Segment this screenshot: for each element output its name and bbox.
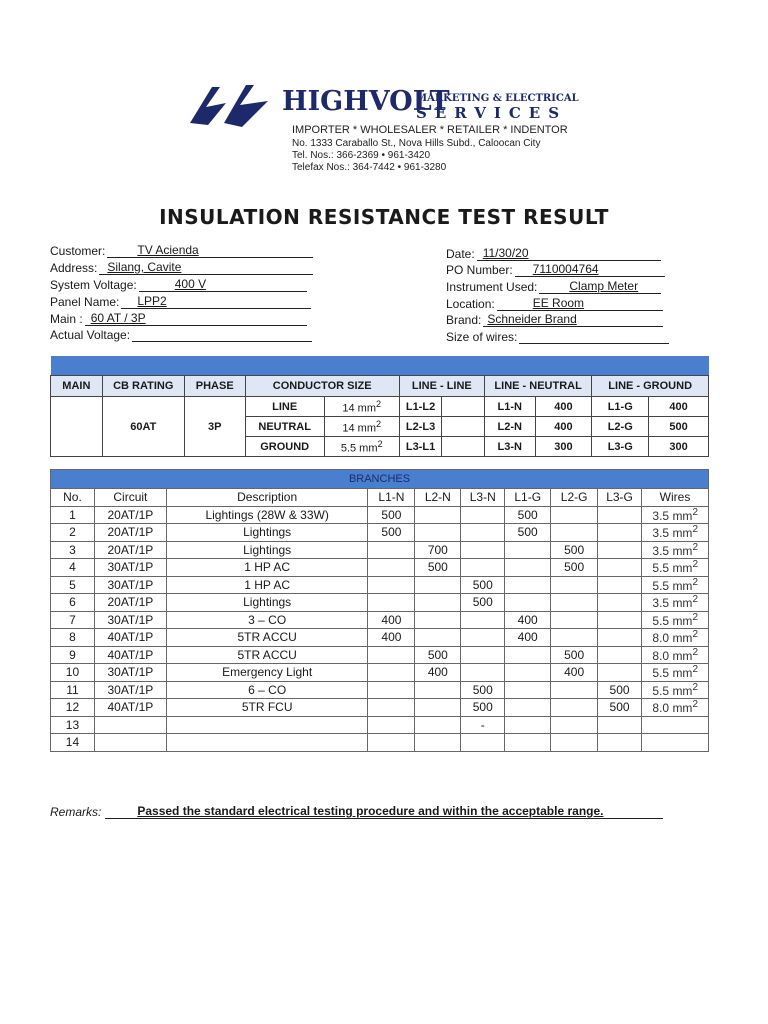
wire-cell: 5.5 $mm^2$ [642, 664, 709, 682]
table-cell: 500 [415, 646, 461, 664]
field-value: 400 V [174, 277, 207, 291]
table-cell [415, 506, 461, 524]
instrument-field [446, 280, 661, 294]
table-cell: 500 [368, 506, 415, 524]
table-cell [415, 524, 461, 542]
table-cell: 400 [368, 611, 415, 629]
table-row [51, 611, 709, 629]
table-cell: Emergency Light [166, 664, 368, 682]
table-header-row [51, 376, 709, 397]
table-cell [551, 629, 598, 647]
address-field [50, 261, 313, 275]
table-cell: 2 [51, 524, 95, 542]
wire-cell: 3.5 $mm^2$ [642, 506, 709, 524]
table-cell [461, 629, 505, 647]
table-cell: 700 [415, 541, 461, 559]
column-header: L1-G [505, 489, 551, 507]
table-cell [598, 646, 642, 664]
table-cell [461, 664, 505, 682]
table-cell [505, 541, 551, 559]
customer-field [50, 244, 313, 258]
table-cell [368, 541, 415, 559]
branches-table [50, 469, 709, 752]
field-label: Address: [50, 261, 98, 275]
po-number-field [446, 263, 665, 277]
table-cell: 8 [51, 629, 95, 647]
table-cell [598, 506, 642, 524]
table-cell [368, 594, 415, 612]
lg-value-cell: 500 [649, 417, 709, 437]
branches-header-row [51, 489, 709, 507]
table-cell: 1 [51, 506, 95, 524]
table-cell [166, 716, 368, 734]
lg-value-cell: 400 [649, 397, 709, 417]
table-cell [551, 594, 598, 612]
table-cell [505, 646, 551, 664]
ln-value-cell: 400 [535, 417, 592, 437]
table-cell: 20AT/1P [94, 524, 166, 542]
table-cell [368, 734, 415, 752]
table-cell [505, 559, 551, 577]
table-cell: 6 – CO [166, 681, 368, 699]
table-cell: 9 [51, 646, 95, 664]
table-cell: 6 [51, 594, 95, 612]
table-cell: 400 [368, 629, 415, 647]
table-cell: 500 [461, 594, 505, 612]
table-cell [598, 594, 642, 612]
table-cell [461, 559, 505, 577]
wire-size-field [446, 330, 669, 344]
location-field [446, 297, 663, 311]
table-cell: Lightings [166, 524, 368, 542]
table-cell: 1 HP AC [166, 576, 368, 594]
table-cell [598, 559, 642, 577]
ln-value-cell: 400 [535, 397, 592, 417]
field-value: EE Room [532, 296, 585, 310]
date-field [446, 247, 661, 261]
conductor-size-cell: 5.5 $mm^2$ [324, 437, 399, 457]
conductor-size-cell: 14 $mm^2$ [324, 417, 399, 437]
wire-cell: 5.5 $mm^2$ [642, 681, 709, 699]
table-cell: 20AT/1P [94, 541, 166, 559]
table-cell: 3 [51, 541, 95, 559]
ll-cell: L2-L3 [399, 417, 442, 437]
table-cell [368, 576, 415, 594]
table-cell [461, 734, 505, 752]
table-cell [598, 524, 642, 542]
company-telefax: Telefax Nos.: 364-7442 • 961-3280 [292, 162, 447, 173]
table-cell: 30AT/1P [94, 559, 166, 577]
table-cell [94, 734, 166, 752]
ln-cell: L1-N [484, 397, 535, 417]
table-cell [461, 646, 505, 664]
table-cell: 500 [505, 524, 551, 542]
field-value: Silang, Cavite [107, 260, 182, 274]
table-cell: 30AT/1P [94, 611, 166, 629]
field-label: PO Number: [446, 263, 513, 277]
field-label: Customer: [50, 244, 106, 258]
column-header: LINE - NEUTRAL [484, 376, 591, 397]
field-label: Location: [446, 297, 495, 311]
table-cell [461, 506, 505, 524]
main-field [50, 312, 307, 326]
table-cell [598, 664, 642, 682]
table-cell [94, 716, 166, 734]
table-cell: 12 [51, 699, 95, 717]
table-cell: 500 [551, 559, 598, 577]
conductor-size-cell: 14 $mm^2$ [324, 397, 399, 417]
table-cell [368, 699, 415, 717]
table-cell [461, 524, 505, 542]
table-cell: 500 [461, 576, 505, 594]
ll-value-cell [442, 397, 485, 417]
lg-cell: L2-G [592, 417, 649, 437]
field-value: 11/30/20 [482, 246, 529, 260]
column-header: CB RATING [102, 376, 184, 397]
table-cell: - [461, 716, 505, 734]
table-cell [598, 541, 642, 559]
table-cell: 10 [51, 664, 95, 682]
company-tel: Tel. Nos.: 366-2369 • 961-3420 [292, 150, 431, 161]
ll-value-cell [442, 417, 485, 437]
wire-cell: 3.5 $mm^2$ [642, 594, 709, 612]
main-cell [51, 397, 103, 457]
column-header: LINE - GROUND [592, 376, 709, 397]
wire-cell: 3.5 $mm^2$ [642, 541, 709, 559]
table-row [51, 559, 709, 577]
conductor-cell: NEUTRAL [245, 417, 324, 437]
table-cell: 1 HP AC [166, 559, 368, 577]
table-cell [415, 681, 461, 699]
field-label: Panel Name: [50, 295, 120, 309]
document-title: INSULATION RESISTANCE TEST RESULT [159, 205, 609, 229]
column-header: Circuit [94, 489, 166, 507]
table-cell [368, 664, 415, 682]
table-row [51, 734, 709, 752]
table-cell: Lightings [166, 541, 368, 559]
ln-cell: L3-N [484, 437, 535, 457]
table-cell [415, 716, 461, 734]
table-cell: 30AT/1P [94, 681, 166, 699]
lg-value-cell: 300 [649, 437, 709, 457]
wire-cell: 5.5 $mm^2$ [642, 559, 709, 577]
column-header: No. [51, 489, 95, 507]
ln-cell: L2-N [484, 417, 535, 437]
table-cell: 500 [368, 524, 415, 542]
table-cell: 500 [551, 541, 598, 559]
remarks-field [50, 804, 663, 819]
ll-cell: L1-L2 [399, 397, 442, 417]
table-row [51, 576, 709, 594]
table-cell [505, 576, 551, 594]
remarks-value: Passed the standard electrical testing procedure and within the acceptable range. [137, 804, 604, 818]
table-cell [551, 716, 598, 734]
wire-cell: 3.5 $mm^2$ [642, 524, 709, 542]
table-cell: 20AT/1P [94, 594, 166, 612]
table-cell: 500 [598, 681, 642, 699]
lightning-bolt-icon [186, 83, 276, 127]
table-cell [505, 699, 551, 717]
column-header: Wires [642, 489, 709, 507]
table-cell: Lightings (28W & 33W) [166, 506, 368, 524]
panel-name-field [50, 295, 311, 309]
field-label: Size of wires: [446, 330, 518, 344]
conductor-cell: LINE [245, 397, 324, 417]
table-cell [598, 716, 642, 734]
field-label: System Voltage: [50, 278, 137, 292]
table-cell: 400 [505, 629, 551, 647]
table-cell: 7 [51, 611, 95, 629]
table-cell: 5TR ACCU [166, 646, 368, 664]
table-row [51, 397, 709, 417]
table-row [51, 629, 709, 647]
table-cell [598, 576, 642, 594]
table-cell: 40AT/1P [94, 629, 166, 647]
table-cell: 40AT/1P [94, 699, 166, 717]
table-cell [551, 506, 598, 524]
actual-voltage-field [50, 328, 312, 342]
company-tagline-bottom: SERVICES [416, 104, 568, 122]
table-cell [415, 734, 461, 752]
table-cell [551, 611, 598, 629]
table-cell: 5TR FCU [166, 699, 368, 717]
table-cell: 500 [461, 699, 505, 717]
column-header: CONDUCTOR SIZE [245, 376, 399, 397]
field-label: Main : [50, 312, 83, 326]
table-cell: 500 [461, 681, 505, 699]
table-cell [415, 611, 461, 629]
field-value: 60 AT / 3P [90, 311, 146, 325]
table-cell [598, 611, 642, 629]
table-row [51, 646, 709, 664]
main-breaker-table [50, 356, 709, 457]
table-cell [505, 716, 551, 734]
table-cell [461, 611, 505, 629]
table-cell [505, 681, 551, 699]
lg-cell: L1-G [592, 397, 649, 417]
table-cell [415, 629, 461, 647]
company-brand: HIGHVOLT [282, 86, 450, 117]
conductor-cell: GROUND [245, 437, 324, 457]
table-cell [551, 699, 598, 717]
wire-cell: 8.0 $mm^2$ [642, 646, 709, 664]
company-roles: IMPORTER * WHOLESALER * RETAILER * INDENTOR [292, 124, 568, 136]
field-value: Schneider Brand [487, 312, 577, 326]
wire-cell [642, 734, 709, 752]
table-cell: 500 [415, 559, 461, 577]
table-cell: 5TR ACCU [166, 629, 368, 647]
table-cell [368, 646, 415, 664]
table-cell: 500 [598, 699, 642, 717]
table-cell [551, 524, 598, 542]
remarks-label: Remarks: [50, 805, 102, 819]
table-band [51, 356, 709, 376]
field-value: TV Acienda [137, 243, 199, 257]
table-cell: 30AT/1P [94, 664, 166, 682]
table-row [51, 506, 709, 524]
table-cell [505, 734, 551, 752]
table-cell [551, 681, 598, 699]
field-value: 7110004764 [532, 262, 599, 276]
wire-cell: 5.5 $mm^2$ [642, 611, 709, 629]
field-label: Brand: [446, 313, 482, 327]
company-address: No. 1333 Caraballo St., Nova Hills Subd., Caloocan City [292, 138, 541, 149]
table-cell [598, 734, 642, 752]
phase-cell: 3P [184, 397, 245, 457]
table-cell: 5 [51, 576, 95, 594]
company-tagline-top: MARKETING & ELECTRICAL [416, 93, 579, 104]
table-cell [461, 541, 505, 559]
table-cell [368, 681, 415, 699]
brand-field [446, 313, 663, 327]
column-header: LINE - LINE [399, 376, 484, 397]
column-header: L3-N [461, 489, 505, 507]
table-row [51, 716, 709, 734]
table-row [51, 524, 709, 542]
wire-cell [642, 716, 709, 734]
table-cell: 4 [51, 559, 95, 577]
column-header: PHASE [184, 376, 245, 397]
table-cell: 400 [505, 611, 551, 629]
column-header: L3-G [598, 489, 642, 507]
branches-title: BRANCHES [51, 470, 709, 489]
table-row [51, 594, 709, 612]
field-value: LPP2 [137, 294, 167, 308]
column-header: Description [166, 489, 368, 507]
field-label: Instrument Used: [446, 280, 538, 294]
column-header: L2-N [415, 489, 461, 507]
table-row [51, 699, 709, 717]
table-cell [415, 594, 461, 612]
table-cell [368, 559, 415, 577]
table-cell [368, 716, 415, 734]
table-cell [415, 576, 461, 594]
table-cell [551, 576, 598, 594]
table-cell [505, 594, 551, 612]
column-header: L1-N [368, 489, 415, 507]
table-row [51, 681, 709, 699]
column-header: MAIN [51, 376, 103, 397]
table-cell: Lightings [166, 594, 368, 612]
table-cell: 400 [551, 664, 598, 682]
table-cell [166, 734, 368, 752]
table-cell [551, 734, 598, 752]
table-cell: 500 [505, 506, 551, 524]
table-cell: 20AT/1P [94, 506, 166, 524]
table-row [51, 664, 709, 682]
column-header: L2-G [551, 489, 598, 507]
wire-cell: 5.5 $mm^2$ [642, 576, 709, 594]
field-value: Clamp Meter [569, 279, 639, 293]
table-row [51, 541, 709, 559]
wire-cell: 8.0 $mm^2$ [642, 699, 709, 717]
table-cell: 11 [51, 681, 95, 699]
table-cell: 500 [551, 646, 598, 664]
table-cell: 3 – CO [166, 611, 368, 629]
table-cell: 40AT/1P [94, 646, 166, 664]
table-cell: 13 [51, 716, 95, 734]
field-label: Date: [446, 247, 475, 261]
table-cell: 400 [415, 664, 461, 682]
ll-cell: L3-L1 [399, 437, 442, 457]
system-voltage-field [50, 278, 307, 292]
table-cell [598, 629, 642, 647]
ln-value-cell: 300 [535, 437, 592, 457]
wire-cell: 8.0 $mm^2$ [642, 629, 709, 647]
table-cell: 30AT/1P [94, 576, 166, 594]
table-cell [415, 699, 461, 717]
ll-value-cell [442, 437, 485, 457]
table-cell [505, 664, 551, 682]
cb-rating-cell: 60AT [102, 397, 184, 457]
table-cell: 14 [51, 734, 95, 752]
lg-cell: L3-G [592, 437, 649, 457]
branches-title-row [51, 470, 709, 489]
field-label: Actual Voltage: [50, 328, 131, 342]
